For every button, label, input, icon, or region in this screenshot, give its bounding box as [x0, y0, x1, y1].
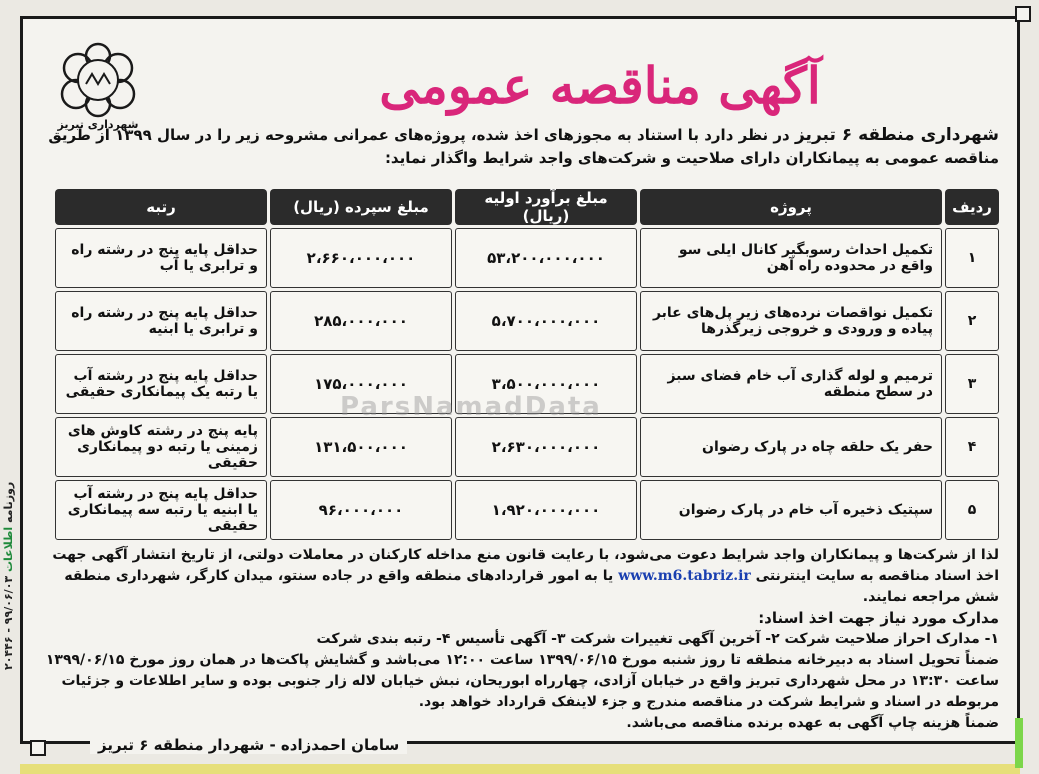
estimate-amount: ۵۳،۲۰۰،۰۰۰،۰۰۰ [455, 228, 637, 288]
paper-name: اطلاعات [2, 526, 15, 573]
deposit-amount: ۱۳۱،۵۰۰،۰۰۰ [270, 417, 452, 477]
deposit-amount: ۱۷۵،۰۰۰،۰۰۰ [270, 354, 452, 414]
project-name: تکمیل احداث رسوبگیر کانال ایلی سو واقع در محدوده راه آهن [640, 228, 942, 288]
ad-title: آگهی مناقصه عمومی [379, 56, 821, 115]
col-header-deposit: مبلغ سپرده (ریال) [270, 189, 452, 225]
docs-list: ۱- مدارک احراز صلاحیت شرکت ۲- آخرین آگهی تغییرات شرکت ۳- آگهی تأسیس ۴- رتبه بندی شرکت [316, 631, 999, 647]
table-row [55, 480, 999, 540]
row-number: ۱ [945, 228, 999, 288]
required-rank: پایه پنج در رشته کاوش های زمینی یا رتبه دو پیمانکاری حقیقی [55, 417, 267, 477]
table-row [55, 291, 999, 351]
row-number: ۵ [945, 480, 999, 540]
estimate-amount: ۵،۷۰۰،۰۰۰،۰۰۰ [455, 291, 637, 351]
docs-heading: مدارک مورد نیاز جهت اخذ اسناد: [758, 609, 999, 627]
required-rank: حداقل پایه پنج در رشته آب یا رتبه یک پیمانکاری حقیقی [55, 354, 267, 414]
frame-corner-ornament [1015, 6, 1031, 22]
invitation-text: لذا از شرکت‌ها و پیمانکاران واجد شرایط دعوت می‌شود، با رعایت قانون منع مداخله کارکنان در معاملات دولتی، از تاریخ انتشار آگهی جهت اخذ اسناد مناقصه به سایت اینترنتی [52, 547, 999, 584]
cost-note: ضمناً هزینه چاپ آگهی به عهده برنده مناقصه می‌باشد. [626, 715, 999, 731]
intro-paragraph [39, 124, 999, 170]
table-row [55, 228, 999, 288]
bottom-strip [20, 764, 1020, 774]
row-number: ۲ [945, 291, 999, 351]
invitation-text-end: یا به امور قراردادهای منطقه واقع در جاده سنتو، میدان کارگر، شهرداری منطقه شش مراجعه نمایند. [64, 568, 999, 605]
deposit-amount: ۹۶،۰۰۰،۰۰۰ [270, 480, 452, 540]
col-header-row-no: ردیف [945, 189, 999, 225]
publication-ref: ۹۹/۰۶/۰۳ - ۲۰۴۴۶ [2, 575, 15, 670]
table-header-row [55, 189, 999, 225]
paper-label: روزنامه [2, 481, 15, 523]
website-link[interactable]: www.m6.tabriz.ir [618, 568, 751, 584]
watermark: ParsNamadData [340, 392, 602, 422]
col-header-rank: رتبه [55, 189, 267, 225]
project-name: سپتیک ذخیره آب خام در پارک رضوان [640, 480, 942, 540]
row-number: ۴ [945, 417, 999, 477]
signature-ornament [30, 740, 46, 756]
estimate-amount: ۱،۹۲۰،۰۰۰،۰۰۰ [455, 480, 637, 540]
publication-info [2, 430, 26, 670]
project-name: تکمیل نواقصات نرده‌های زیر پل‌های عابر پیاده و ورودی و خروجی زیرگذرها [640, 291, 942, 351]
estimate-amount: ۳،۵۰۰،۰۰۰،۰۰۰ [455, 354, 637, 414]
estimate-amount: ۲،۶۳۰،۰۰۰،۰۰۰ [455, 417, 637, 477]
logo-caption: شهرداری تبریز [57, 118, 139, 131]
intro-text: در نظر دارد با استناد به مجوزهای اخذ شده، پروژه‌های عمرانی مشروحه زیر را در سال ۱۳۹۹ از طریق مناقصه عمومی به پیمانکاران دارای صلاحیت و شرکت‌های واجد شرایط واگذار نماید: [48, 126, 999, 167]
project-name: حفر یک حلقه چاه در پارک رضوان [640, 417, 942, 477]
deposit-amount: ۲،۶۶۰،۰۰۰،۰۰۰ [270, 228, 452, 288]
required-rank: حداقل پایه پنج در رشته راه و ترابری یا آب [55, 228, 267, 288]
deadline-paragraph: ضمناً تحویل اسناد به دبیرخانه منطقه تا روز شنبه مورخ ۱۳۹۹/۰۶/۱۵ ساعت ۱۲:۰۰ می‌باشد و گشایش پاکت‌ها در همان روز مورخ ۱۳۹۹/۰۶/۱۵ ساعت ۱۳:۳۰ در محل شهرداری تبریز واقع در خیابان آزادی، چهارراه ابوریحان، نبش خیابان لاله زار جنوبی بوده و سایر اطلاعات و جزئیات مربوطه در اسناد و شرایط شرکت در مناقصه مندرج و جزء لاینفک قرارداد خواهد بود. [45, 652, 999, 710]
projects-table [52, 186, 1002, 543]
required-rank: حداقل پایه پنج در رشته آب یا ابنیه یا رتبه سه پیمانکاری حقیقی [55, 480, 267, 540]
required-rank: حداقل پایه پنج در رشته راه و ترابری یا ابنیه [55, 291, 267, 351]
conditions-text [39, 545, 999, 734]
project-name: ترمیم و لوله گذاری آب خام فضای سبز در سطح منطقه [640, 354, 942, 414]
tabriz-municipality-logo [48, 40, 148, 122]
col-header-project: پروژه [640, 189, 942, 225]
intro-lead: شهرداری منطقه ۶ تبریز [794, 125, 999, 145]
deposit-amount: ۲۸۵،۰۰۰،۰۰۰ [270, 291, 452, 351]
col-header-estimate: مبلغ برآورد اولیه (ریال) [455, 189, 637, 225]
table-row [55, 417, 999, 477]
signature: سامان احمدزاده - شهردار منطقه ۶ تبریز [90, 736, 407, 754]
side-marker [1015, 718, 1023, 768]
invitation-paragraph [39, 545, 999, 608]
row-number: ۳ [945, 354, 999, 414]
